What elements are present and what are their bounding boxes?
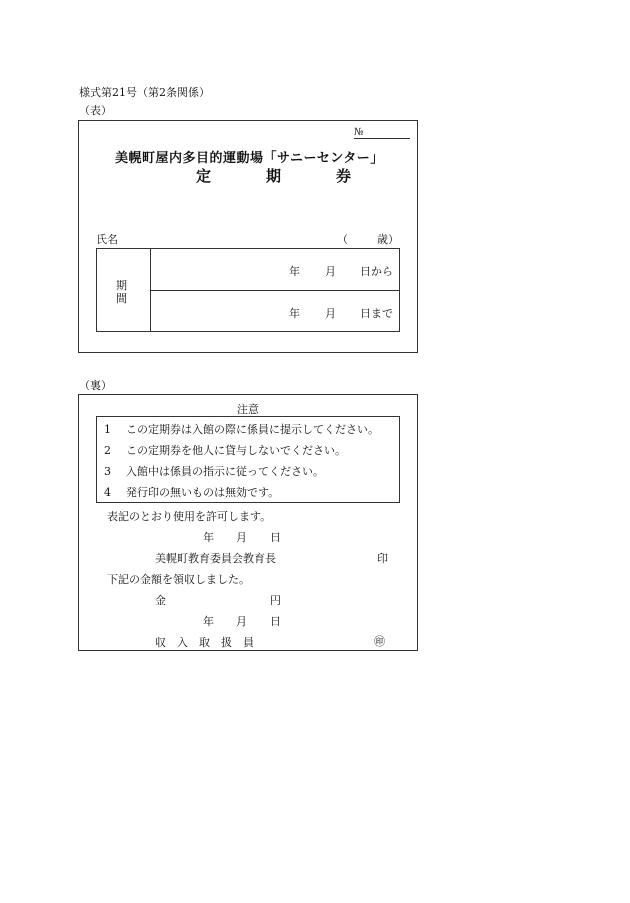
notice-text: この定期券は入館の際に係員に提示してください。 — [126, 423, 379, 436]
age-label: 歳） — [377, 233, 399, 246]
from-year-label: 年 — [289, 265, 300, 278]
notice-item — [104, 421, 379, 437]
notice-title: 注意 — [237, 403, 259, 416]
card-title: 定 期 券 — [196, 167, 372, 185]
issuer-name: 美幌町教育委員会教育長 — [155, 552, 276, 565]
amount-unit: 円 — [270, 594, 281, 607]
facility-title: 美幌町屋内多目的運動場「サニーセンター」 — [115, 151, 384, 166]
collector-label: 収 入 取 扱 員 — [155, 636, 254, 649]
receipt-day-label: 日 — [270, 615, 281, 628]
to-month-label: 月 — [325, 307, 336, 320]
age-open-paren: （ — [337, 233, 348, 246]
notice-number: 3 — [104, 465, 111, 478]
serial-number-line — [354, 138, 410, 139]
receipt-month-label: 月 — [236, 615, 247, 628]
permit-month-label: 月 — [236, 531, 247, 544]
notice-number: 4 — [104, 486, 111, 499]
notice-text: 入館中は係員の指示に従ってください。 — [126, 465, 324, 478]
from-month-label: 月 — [325, 265, 336, 278]
receipt-text: 下記の金額を領収しました。 — [107, 573, 250, 586]
permit-year-label: 年 — [203, 531, 214, 544]
notice-text: 発行印の無いものは無効です。 — [126, 486, 280, 499]
amount-label: 金 — [155, 594, 166, 607]
notice-item — [104, 442, 346, 458]
permit-day-label: 日 — [270, 531, 281, 544]
form-number: 様式第21号（第2条関係） — [79, 86, 210, 99]
permit-text: 表記のとおり使用を許可します。 — [107, 510, 272, 523]
period-label-bottom: 間 — [116, 292, 127, 305]
notice-item — [104, 463, 324, 479]
period-label-top: 期 — [116, 279, 127, 292]
notice-item — [104, 484, 279, 500]
notice-number: 1 — [104, 423, 111, 436]
back-side-label: （裏） — [79, 379, 112, 392]
to-year-label: 年 — [289, 307, 300, 320]
from-day-label: 日から — [360, 265, 393, 278]
notice-text: この定期券を他人に貸与しないでください。 — [126, 444, 346, 457]
serial-number-label: № — [354, 127, 364, 138]
issuer-seal: 印 — [377, 552, 388, 565]
notice-number: 2 — [104, 444, 111, 457]
name-label: 氏名 — [96, 233, 118, 246]
period-table-divider-horizontal — [150, 290, 400, 291]
collector-seal: ㊞ — [374, 635, 385, 648]
receipt-year-label: 年 — [203, 615, 214, 628]
to-day-label: 日まで — [360, 307, 393, 320]
front-side-label: （表） — [79, 104, 112, 117]
